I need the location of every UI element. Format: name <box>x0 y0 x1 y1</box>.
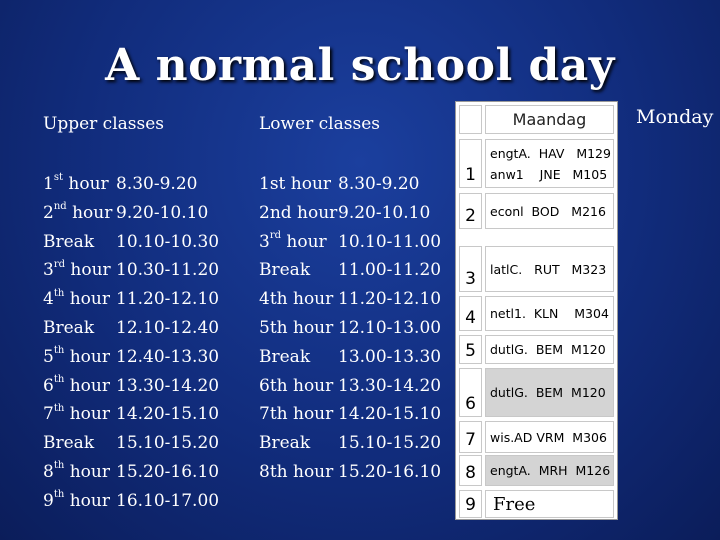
period-time: 9.20-10.10 <box>116 202 209 223</box>
lesson-line: dutlG. BEM M120 <box>490 342 606 357</box>
period-name: Break <box>43 433 95 454</box>
schedule-row <box>43 228 220 257</box>
lesson-cell <box>485 455 614 486</box>
period-name: Break <box>43 317 95 338</box>
period-time: 15.10-15.20 <box>338 433 442 454</box>
ordinal-suffix: th <box>53 287 65 299</box>
period-name: 6th hour <box>259 375 334 396</box>
period-time: 10.30-11.20 <box>116 260 220 281</box>
schedule-row <box>43 314 220 343</box>
period-number: 7 <box>459 421 482 453</box>
lesson-cell <box>485 368 614 417</box>
period-name: 7th hour <box>259 404 334 425</box>
period-number: 2 <box>459 193 482 229</box>
schedule-row <box>43 458 220 487</box>
timetable-period-row <box>456 191 617 230</box>
lower-classes-heading: Lower classes <box>259 114 380 134</box>
schedule-row <box>259 372 442 401</box>
timetable-period-row <box>456 294 617 332</box>
timetable-period-row <box>456 366 617 418</box>
schedule-row <box>43 487 220 516</box>
period-time: 15.20-16.10 <box>116 461 220 482</box>
period-time: 13.30-14.20 <box>116 375 220 396</box>
period-time: 12.10-12.40 <box>116 317 220 338</box>
timetable-corner <box>459 105 482 134</box>
period-name: Break <box>259 346 311 367</box>
lesson-line: engtA. HAV M129 <box>490 145 611 161</box>
schedule-row <box>259 400 442 429</box>
period-time: 12.40-13.30 <box>116 346 220 367</box>
upper-classes-schedule <box>43 170 220 516</box>
period-number: 5 <box>459 335 482 364</box>
lesson-cell <box>485 246 614 292</box>
lesson-cell <box>485 421 614 453</box>
period-time: 14.20-15.10 <box>116 404 220 425</box>
lesson-cell <box>485 490 614 518</box>
schedule-row <box>43 199 209 228</box>
schedule-row <box>259 314 442 343</box>
lesson-line: anw1 JNE M105 <box>490 166 608 182</box>
schedule-row <box>259 228 442 257</box>
lesson-line: dutlG. BEM M120 <box>490 385 606 400</box>
schedule-row <box>259 199 431 228</box>
period-time: 15.10-15.20 <box>116 433 220 454</box>
ordinal-suffix: th <box>53 373 65 385</box>
lesson-cell <box>485 139 614 188</box>
schedule-row <box>43 372 220 401</box>
period-number: 6 <box>459 368 482 417</box>
period-name: 1st hour <box>259 174 332 194</box>
schedule-row <box>259 458 442 487</box>
period-name: Break <box>43 231 95 252</box>
lesson-line: engtA. MRH M126 <box>490 463 611 478</box>
timetable-period-row <box>456 488 617 519</box>
period-number: 9 <box>459 490 482 518</box>
period-name: 5th hour <box>43 345 110 367</box>
schedule-row <box>259 343 442 372</box>
schedule-row <box>259 429 442 458</box>
period-number: 4 <box>459 296 482 331</box>
schedule-row <box>43 343 220 372</box>
period-name: 8th hour <box>43 460 110 482</box>
lesson-line: Free <box>493 493 536 515</box>
period-name: Break <box>259 260 311 281</box>
timetable-period-row <box>456 419 617 454</box>
schedule-row <box>259 256 442 285</box>
period-name: Break <box>259 433 311 454</box>
ordinal-suffix: th <box>53 460 65 472</box>
schedule-row <box>43 170 198 199</box>
lower-classes-schedule <box>259 170 442 487</box>
period-time: 8.30-9.20 <box>338 174 420 194</box>
period-name: 9th hour <box>43 489 110 511</box>
schedule-row <box>43 256 220 285</box>
timetable <box>455 101 618 520</box>
monday-label: Monday <box>636 106 714 128</box>
period-time: 11.20-12.10 <box>116 289 220 310</box>
period-number: 8 <box>459 455 482 486</box>
period-name: 4th hour <box>259 289 334 310</box>
period-name: 5th hour <box>259 317 334 338</box>
schedule-row <box>259 170 420 199</box>
period-name: 2nd hour <box>259 202 338 223</box>
period-time: 13.30-14.20 <box>338 375 442 396</box>
period-name: 8th hour <box>259 461 334 482</box>
schedule-row <box>43 429 220 458</box>
schedule-row <box>43 285 220 314</box>
ordinal-suffix: nd <box>53 201 67 213</box>
upper-classes-heading: Upper classes <box>43 114 165 134</box>
lesson-cell <box>485 296 614 331</box>
ordinal-suffix: th <box>53 345 65 357</box>
period-name: 3rd hour <box>259 229 327 252</box>
timetable-period-row <box>456 453 617 487</box>
period-name: 1st hour <box>43 172 109 194</box>
period-number: 3 <box>459 246 482 292</box>
lesson-line: wis.AD VRM M306 <box>490 429 607 445</box>
timetable-period-row <box>456 137 617 189</box>
ordinal-suffix: rd <box>53 258 66 270</box>
ordinal-suffix: th <box>53 402 65 414</box>
period-time: 10.10-11.00 <box>338 231 442 252</box>
period-time: 11.20-12.10 <box>338 289 442 310</box>
period-time: 12.10-13.00 <box>338 317 442 338</box>
period-time: 10.10-10.30 <box>116 231 220 252</box>
period-name: 7th hour <box>43 402 110 425</box>
period-time: 9.20-10.10 <box>338 202 431 223</box>
period-time: 16.10-17.00 <box>116 490 220 511</box>
lesson-line: netl1. KLN M304 <box>490 306 609 321</box>
ordinal-suffix: th <box>53 489 65 501</box>
period-name: 6th hour <box>43 373 110 396</box>
schedule-row <box>259 285 442 314</box>
period-name: 4th hour <box>43 287 110 310</box>
ordinal-suffix: rd <box>269 229 282 241</box>
period-time: 14.20-15.10 <box>338 404 442 425</box>
lesson-line: latlC. RUT M323 <box>490 261 607 277</box>
period-time: 11.00-11.20 <box>338 260 442 281</box>
period-name: 2nd hour <box>43 201 113 223</box>
slide-title: A normal school day <box>105 40 615 91</box>
period-time: 8.30-9.20 <box>116 174 198 194</box>
timetable-period-row <box>456 244 617 293</box>
lesson-line: econl BOD M216 <box>490 203 606 219</box>
timetable-header <box>456 102 617 137</box>
period-time: 15.20-16.10 <box>338 461 442 482</box>
period-time: 13.00-13.30 <box>338 346 442 367</box>
period-number: 1 <box>459 139 482 188</box>
schedule-row <box>43 400 220 429</box>
lesson-cell <box>485 335 614 364</box>
ordinal-suffix: st <box>53 172 63 184</box>
lesson-cell <box>485 193 614 229</box>
timetable-day: Maandag <box>485 105 614 134</box>
timetable-period-row <box>456 333 617 365</box>
period-name: 3rd hour <box>43 258 111 281</box>
